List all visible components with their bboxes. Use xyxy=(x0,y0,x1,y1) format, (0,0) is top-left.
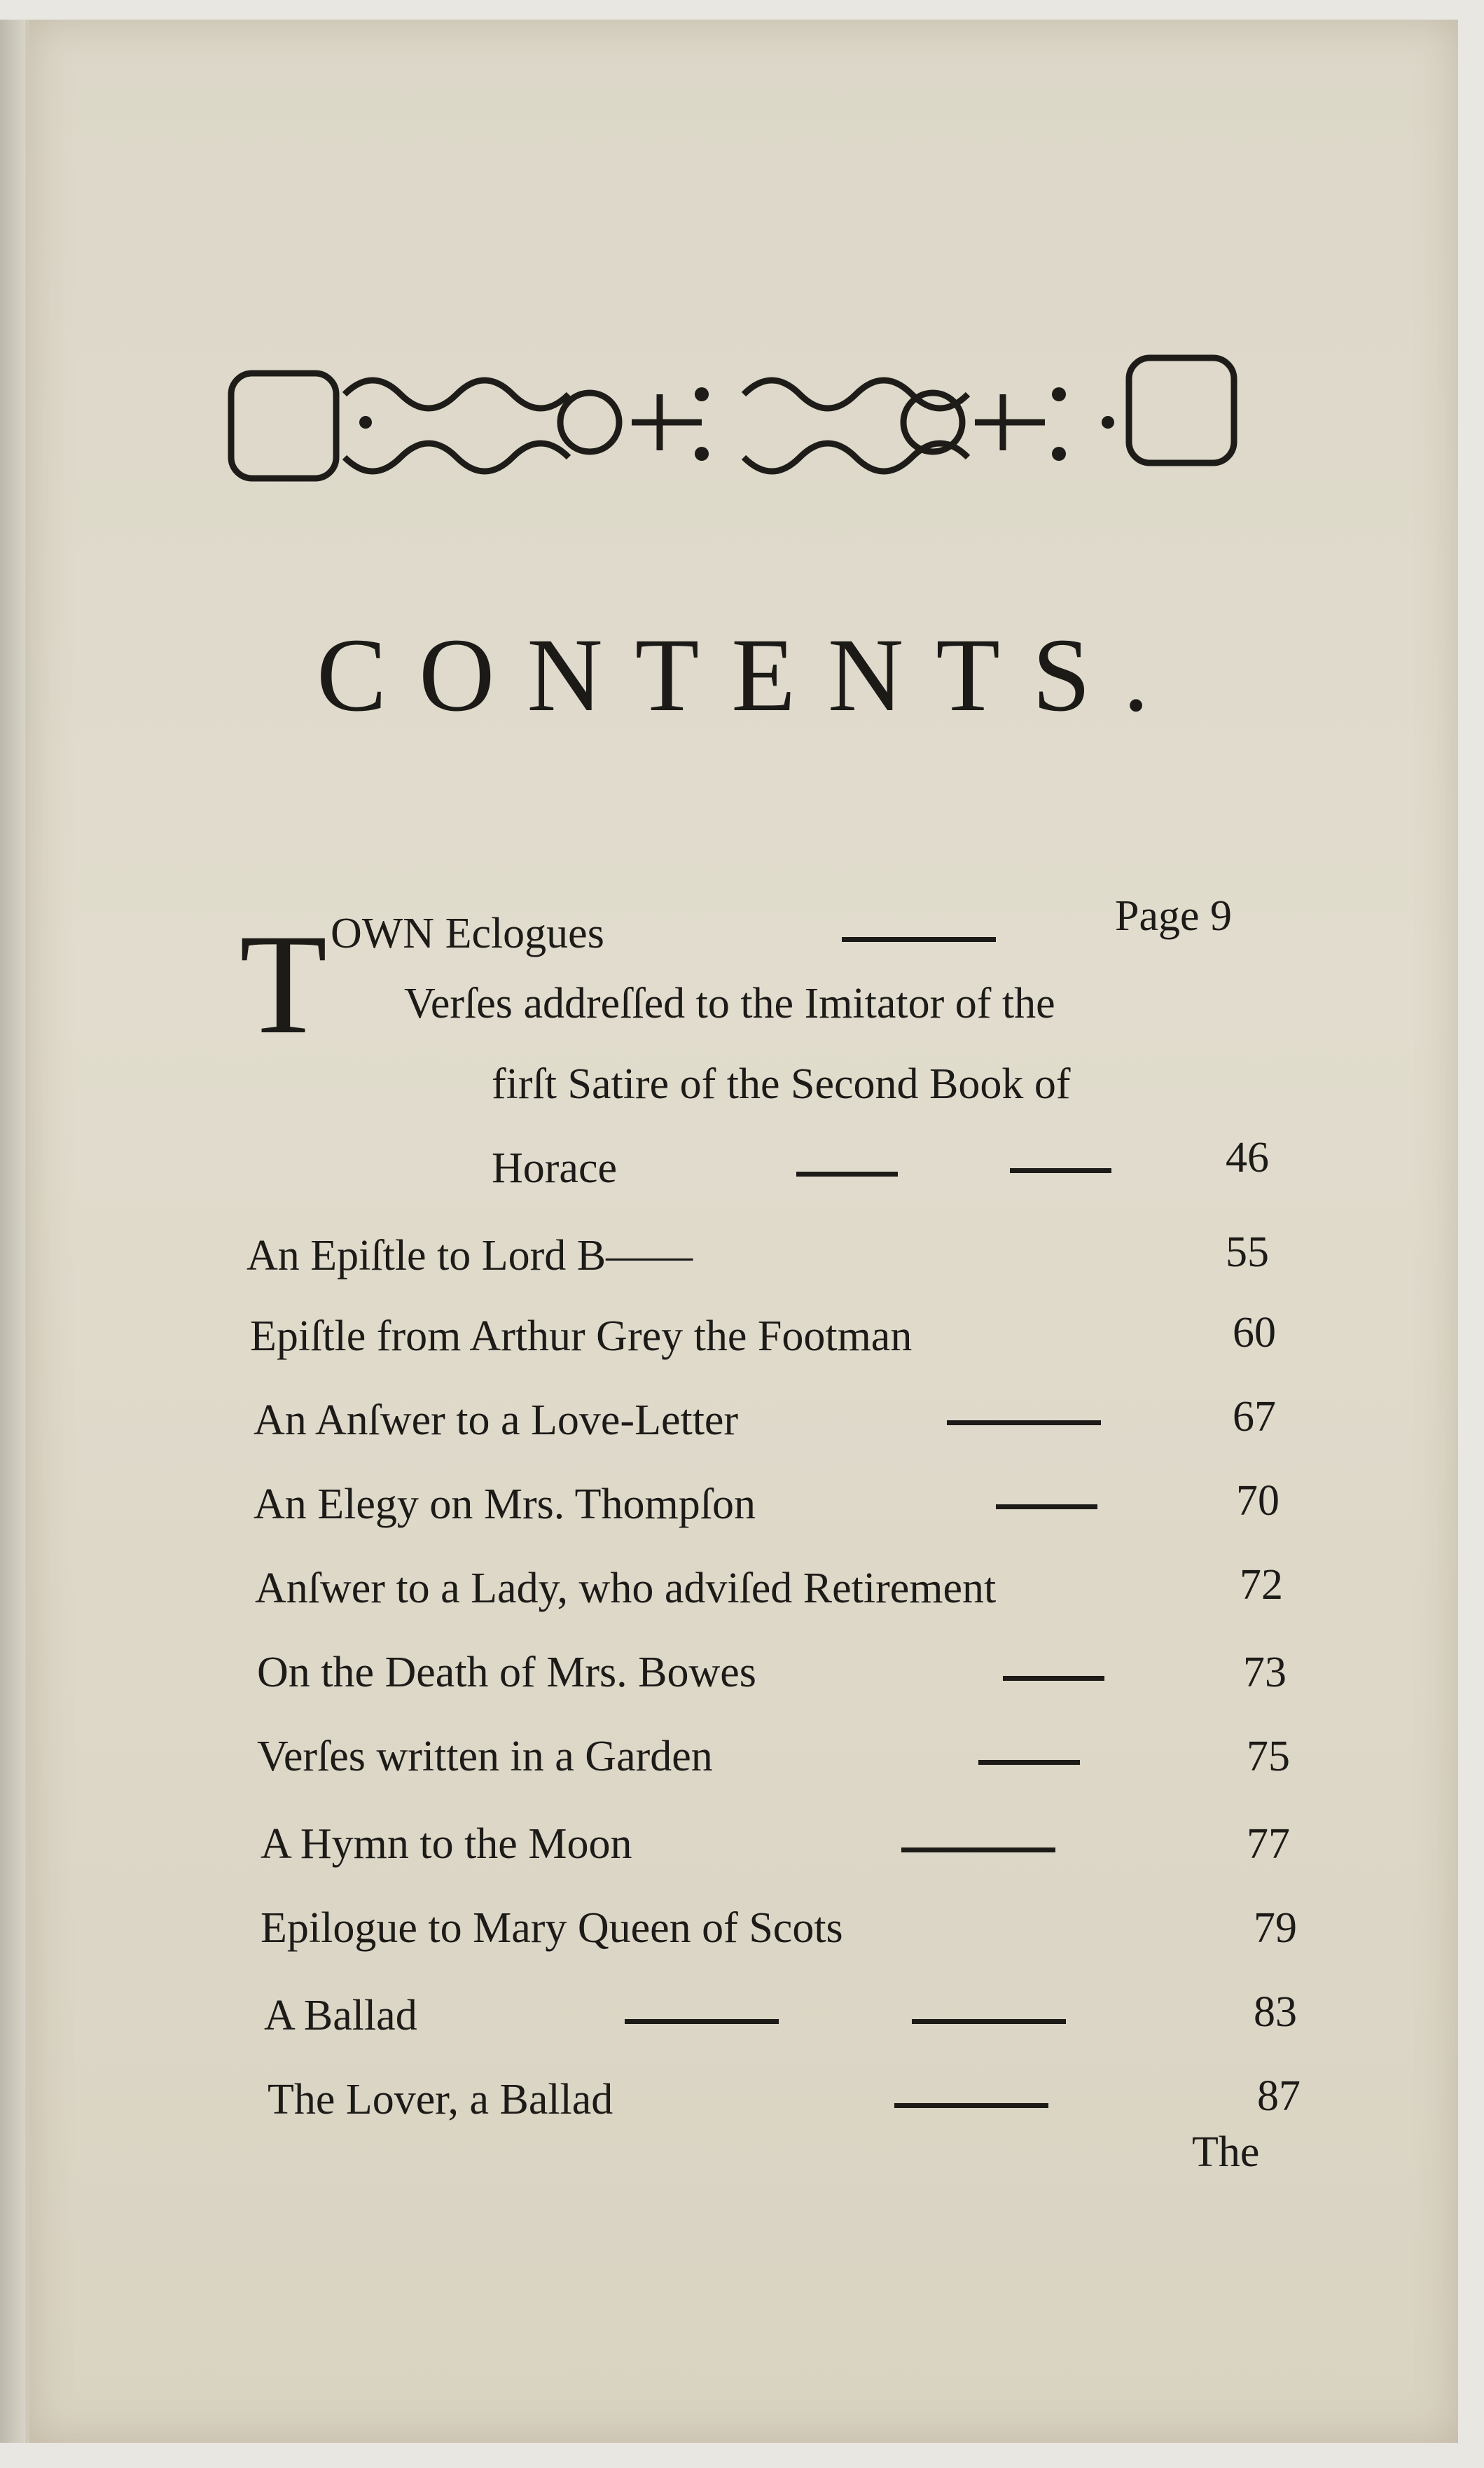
page-title: CONTENTS. xyxy=(317,617,1181,733)
toc-page-number: 46 xyxy=(1226,1134,1269,1181)
leader-dash xyxy=(796,1172,898,1177)
catchword: The xyxy=(1192,2128,1260,2176)
toc-entry-title: An Anſwer to a Love-Letter xyxy=(254,1396,739,1444)
drop-cap: T xyxy=(240,905,328,1064)
leader-dash xyxy=(912,2019,1066,2024)
leader-dash xyxy=(894,2103,1048,2108)
toc-entry-title: An Epiſtle to Lord B—— xyxy=(247,1232,693,1280)
decorative-ornament-band xyxy=(226,352,1241,503)
toc-entry-title: A Hymn to the Moon xyxy=(261,1820,632,1868)
toc-entry-title: On the Death of Mrs. Bowes xyxy=(257,1649,756,1696)
toc-entry-title: OWN Eclogues xyxy=(331,910,604,957)
toc-page-number: 79 xyxy=(1254,1904,1297,1952)
toc-entry-title: Epiſtle from Arthur Grey the Footman xyxy=(250,1312,913,1360)
toc-page-number: 83 xyxy=(1254,1988,1297,2036)
toc-page-number: 87 xyxy=(1257,2072,1301,2120)
toc-entry-title: Anſwer to a Lady, who adviſed Retirement xyxy=(255,1565,997,1612)
book-spine-edge xyxy=(0,20,25,2443)
leader-dash xyxy=(842,937,996,942)
toc-page-number: 77 xyxy=(1247,1820,1290,1868)
leader-dash xyxy=(901,1847,1055,1852)
toc-entry-title: firſt Satire of the Second Book of xyxy=(492,1060,1071,1108)
toc-page-number: 55 xyxy=(1226,1228,1269,1276)
toc-page-number: 75 xyxy=(1247,1733,1290,1780)
toc-page-number: 73 xyxy=(1243,1649,1287,1696)
leader-dash xyxy=(1010,1168,1111,1173)
leader-dash xyxy=(625,2019,779,2024)
book-page xyxy=(25,20,1458,2443)
toc-entry-title: A Ballad xyxy=(264,1992,417,2039)
toc-entry-title: An Elegy on Mrs. Thompſon xyxy=(254,1481,756,1528)
toc-entry-title: Verſes written in a Garden xyxy=(257,1733,713,1780)
leader-dash xyxy=(1003,1676,1104,1681)
toc-page-label: Page 9 xyxy=(1115,892,1233,940)
leader-dash xyxy=(947,1420,1101,1425)
toc-page-number: 67 xyxy=(1233,1393,1276,1441)
leader-dash xyxy=(996,1504,1097,1509)
leader-dash xyxy=(978,1760,1080,1765)
toc-entry-title: Epilogue to Mary Queen of Scots xyxy=(261,1904,843,1952)
toc-page-number: 70 xyxy=(1236,1477,1280,1525)
toc-page-number: 72 xyxy=(1240,1561,1283,1609)
toc-entry-title: The Lover, a Ballad xyxy=(268,2076,613,2123)
toc-entry-title: Horace xyxy=(492,1144,617,1192)
toc-page-number: 60 xyxy=(1233,1309,1276,1357)
toc-entry-title: Verſes addreſſed to the Imitator of the xyxy=(404,980,1055,1027)
